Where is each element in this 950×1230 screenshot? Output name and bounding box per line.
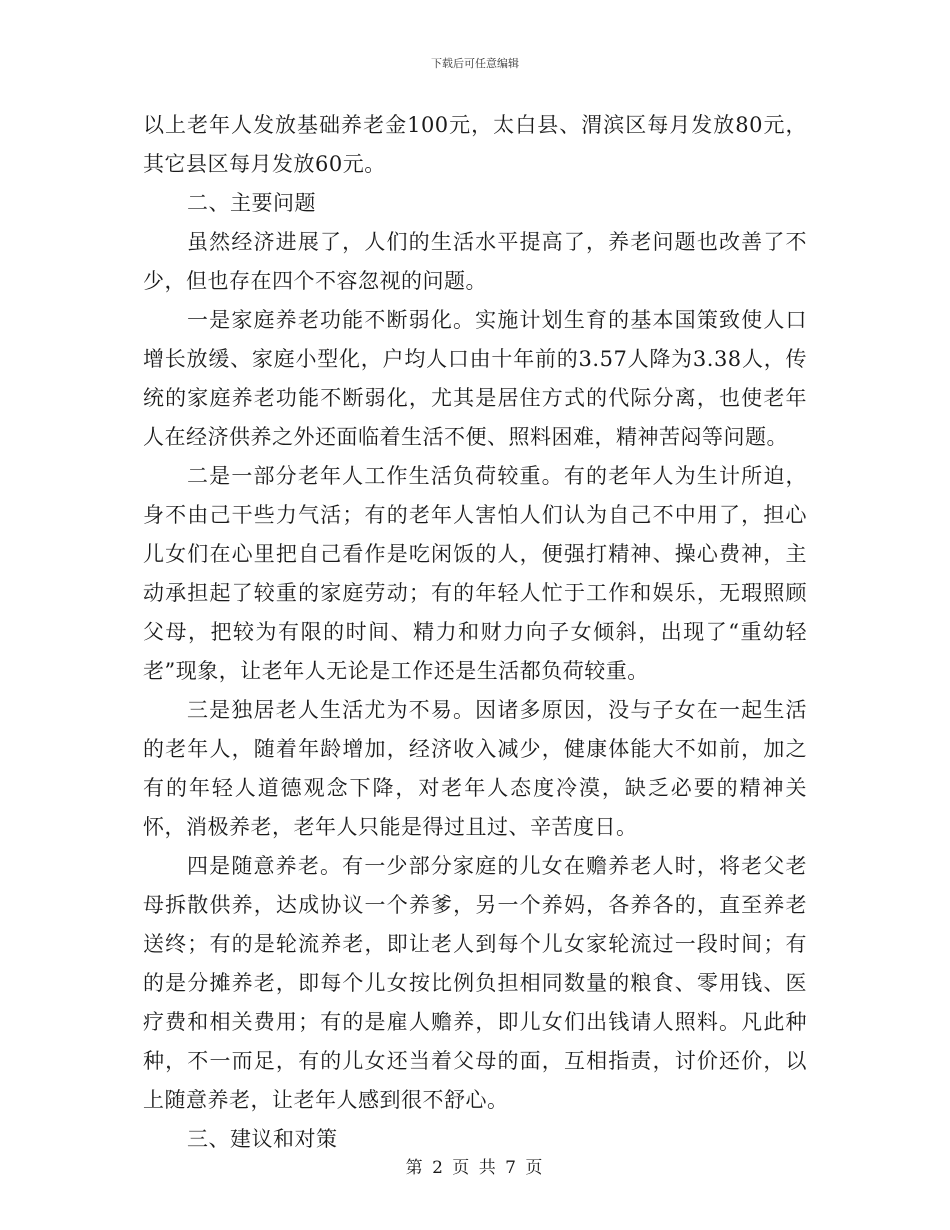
paragraph-4: 二是一部分老年人工作生活负荷较重。有的老年人为生计所迫，身不由己干些力气活；有的老年人害怕人们认为自己不中用了，担心儿女们在心里把自己看作是吃闲饭的人，便强打精神、操心费神，主动承担起了较重的家庭劳动；有的年轻人忙于工作和娱乐，无瑕照顾父母，把较为有限的时间、精力和财力向子女倾斜，出现了“重幼轻老”现象，让老年人无论是工作还是生活都负荷较重。 <box>143 464 807 683</box>
paragraph-1: 以上老年人发放基础养老金100元，太白县、渭滨区每月发放80元，其它县区每月发放60元。 <box>143 113 807 176</box>
paragraph-3: 一是家庭养老功能不断弱化。实施计划生育的基本国策致使人口增长放缓、家庭小型化，户均人口由十年前的3.57人降为3.38人，传统的家庭养老功能不断弱化，尤其是居住方式的代际分离，也使老年人在经济供养之外还面临着生活不便、照料困难，精神苦闷等问题。 <box>143 308 807 449</box>
section-heading-main-problems: 二、主要问题 <box>187 191 316 215</box>
document-body <box>143 106 807 1159</box>
page-number: 第 2 页 共 7 页 <box>405 1158 545 1178</box>
paragraph-5: 三是独居老人生活尤为不易。因诸多原因，没与子女在一起生活的老年人，随着年龄增加，经济收入减少，健康体能大不如前，加之有的年轻人道德观念下降，对老年人态度冷漠，缺乏必要的精神关怀，消极养老，老年人只能是得过且过、辛苦度日。 <box>143 698 807 839</box>
section-heading-suggestions: 三、建议和对策 <box>187 1127 338 1151</box>
paragraph-2: 虽然经济进展了，人们的生活水平提高了，养老问题也改善了不少，但也存在四个不容忽视的问题。 <box>143 230 807 293</box>
paragraph-6: 四是随意养老。有一少部分家庭的儿女在赡养老人时，将老父老母拆散供养，达成协议一个养爹，另一个养妈，各养各的，直至养老送终；有的是轮流养老，即让老人到每个儿女家轮流过一段时间；有的是分摊养老，即每个儿女按比例负担相同数量的粮食、零用钱、医疗费和相关费用；有的是雇人赡养，即儿女们出钱请人照料。凡此种种，不一而足，有的儿女还当着父母的面，互相指责，讨价还价，以上随意养老，让老年人感到很不舒心。 <box>143 854 807 1112</box>
page-header: 下载后可任意编辑 <box>431 57 519 70</box>
